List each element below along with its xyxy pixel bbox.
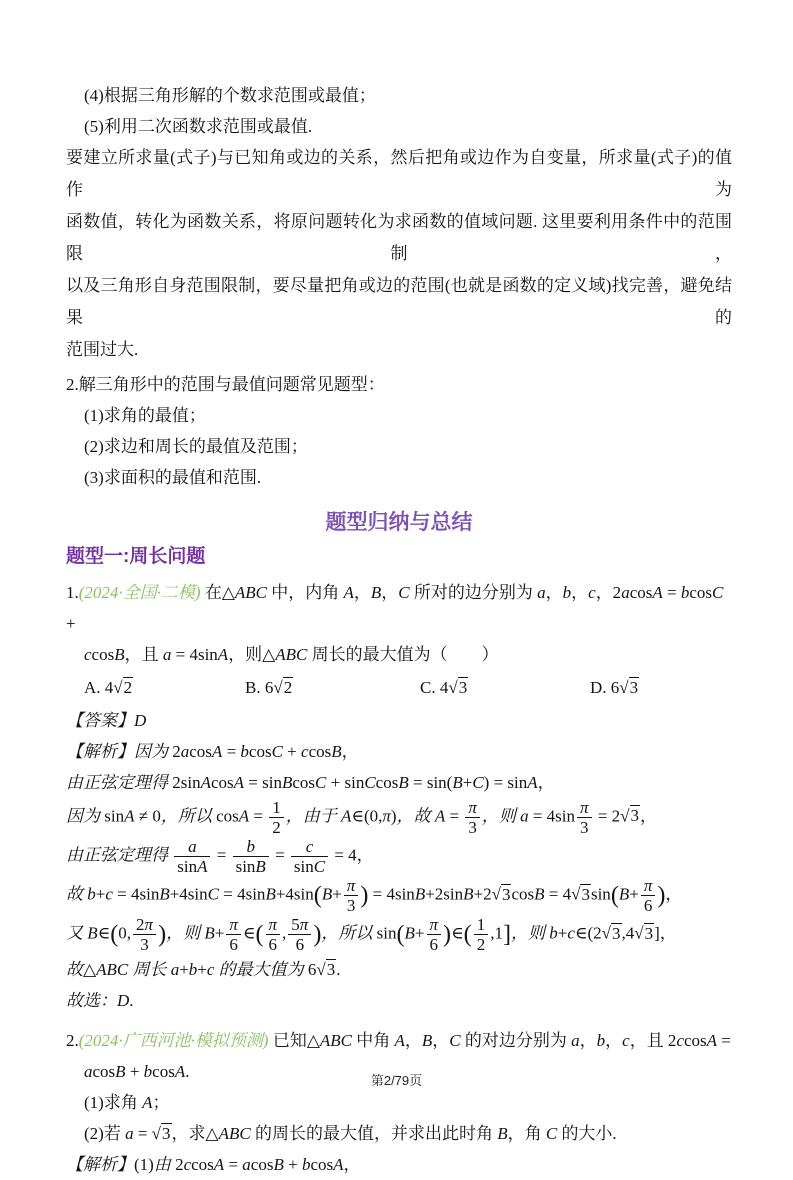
- summary-sub-3: (3)求面积的最值和范围.: [84, 468, 262, 487]
- q1-solution-line-3: 因为 sinA ≠ 0，所以 cosA = $\frac{1}{2}$ ，由于 A∈(0,π)，故 A = $\frac{\pi}{3}$ ，则 a = 4sin $\frac{\pi}{3}$ = 2√3，: [66, 798, 657, 838]
- q1-option-d: D. 6√3: [590, 678, 639, 697]
- summary-point-2: 2.解三角形中的范围与最值问题常见题型：: [66, 375, 385, 394]
- method-item-5: (5)利用二次函数求范围或最值.: [84, 117, 313, 136]
- q1-option-c: C. 4√3: [420, 678, 468, 697]
- summary-sub-2: (2)求边和周长的最值及范围；: [84, 437, 308, 456]
- q2-stem-line-1: 2.(2024·广西河池·模拟预测) 已知△ABC 中角 A，B，C 的对边分别为 a，b，c，且 2ccosA =: [66, 1031, 731, 1051]
- page-number: 第2/79页: [370, 1073, 423, 1088]
- q1-solution-line-2: 由正弦定理得 2sinAcosA = sinBcosC + sinCcosB = sin(B+C) = sinA，: [66, 773, 555, 792]
- q1-solution-line-7: 故△ABC 周长 a+b+c 的最大值为 6√3.: [66, 960, 341, 980]
- method-paragraph-line-2: 函数值，转化为函数关系，将原问题转化为求函数的值域问题. 这里要利用条件中的范围限制，: [66, 212, 732, 263]
- q1-solution-line-8: 故选：D.: [66, 991, 134, 1011]
- method-paragraph-line-3: 以及三角形自身范围限制，要尽量把角或边的范围(也就是函数的定义域)找完善，避免结果的: [66, 276, 732, 327]
- document-body: [66, 80, 732, 1180]
- q1-solution-line-4: 由正弦定理得 $\frac{a}{\sin A}$ = $\frac{b}{\sin B}$ = $\frac{c}{\sin C}$ = 4，: [66, 837, 374, 877]
- method-paragraph-line-1: 要建立所求量(式子)与已知角或边的关系，然后把角或边作为自变量，所求量(式子)的值作为: [66, 148, 732, 199]
- q2-stem-line-2: acosB + bcosA.: [84, 1062, 190, 1082]
- q1-solution-line-1: 【解析】因为 2acosA = bcosC + ccosB，: [66, 742, 359, 761]
- method-item-4: (4)根据三角形解的个数求范围或最值；: [84, 86, 376, 105]
- section-title-perimeter: 题型一:周长问题: [66, 546, 206, 567]
- q1-stem-line-1: 1.(2024·全国·二模) 在△ABC 中，内角 A，B，C 所对的边分别为 a，b，c，2acosA = bcosC +: [66, 583, 724, 633]
- q1-solution-line-6: 又 B∈(0, $\frac{2\pi}{3}$ )，则 B+ $\frac{\pi}{6}$ ∈( $\frac{\pi}{6}$ , $\frac{5\pi}{6}$ )，所以 sin(B+ $\frac{\pi}{6}$ )∈( $\frac{1}{2}$ ,1]，则 b+c∈(2√3,4√3]，: [66, 915, 677, 955]
- method-paragraph-line-4: 范围过大.: [66, 340, 139, 359]
- q1-option-a: A. 4√2: [84, 678, 133, 697]
- q1-stem-line-2: ccosB，且 a = 4sinA，则△ABC 周长的最大值为（ ）: [84, 645, 499, 664]
- q1-option-b: B. 6√2: [245, 678, 293, 697]
- summary-sub-1: (1)求角的最值；: [84, 406, 206, 425]
- q1-solution-line-5: 故 b+c = 4sinB+4sinC = 4sinB+4sin(B+ $\frac{\pi}{3}$ ) = 4sinB+2sinB+2√3cosB = 4√3sin(B+ $\frac{\pi}{6}$ )，: [66, 876, 683, 916]
- q1-options-row: [66, 671, 732, 704]
- topic-summary-title: 题型归纳与总结: [325, 511, 473, 534]
- q2-part-1: (1)求角 A；: [84, 1093, 170, 1113]
- q1-answer: 【答案】D: [66, 711, 147, 730]
- q2-solution-line-1: 【解析】(1)由 2ccosA = acosB + bcosA，: [66, 1155, 361, 1175]
- q2-part-2: (2)若 a = √3，求△ABC 的周长的最大值，并求出此时角 B，角 C 的大小.: [84, 1124, 617, 1144]
